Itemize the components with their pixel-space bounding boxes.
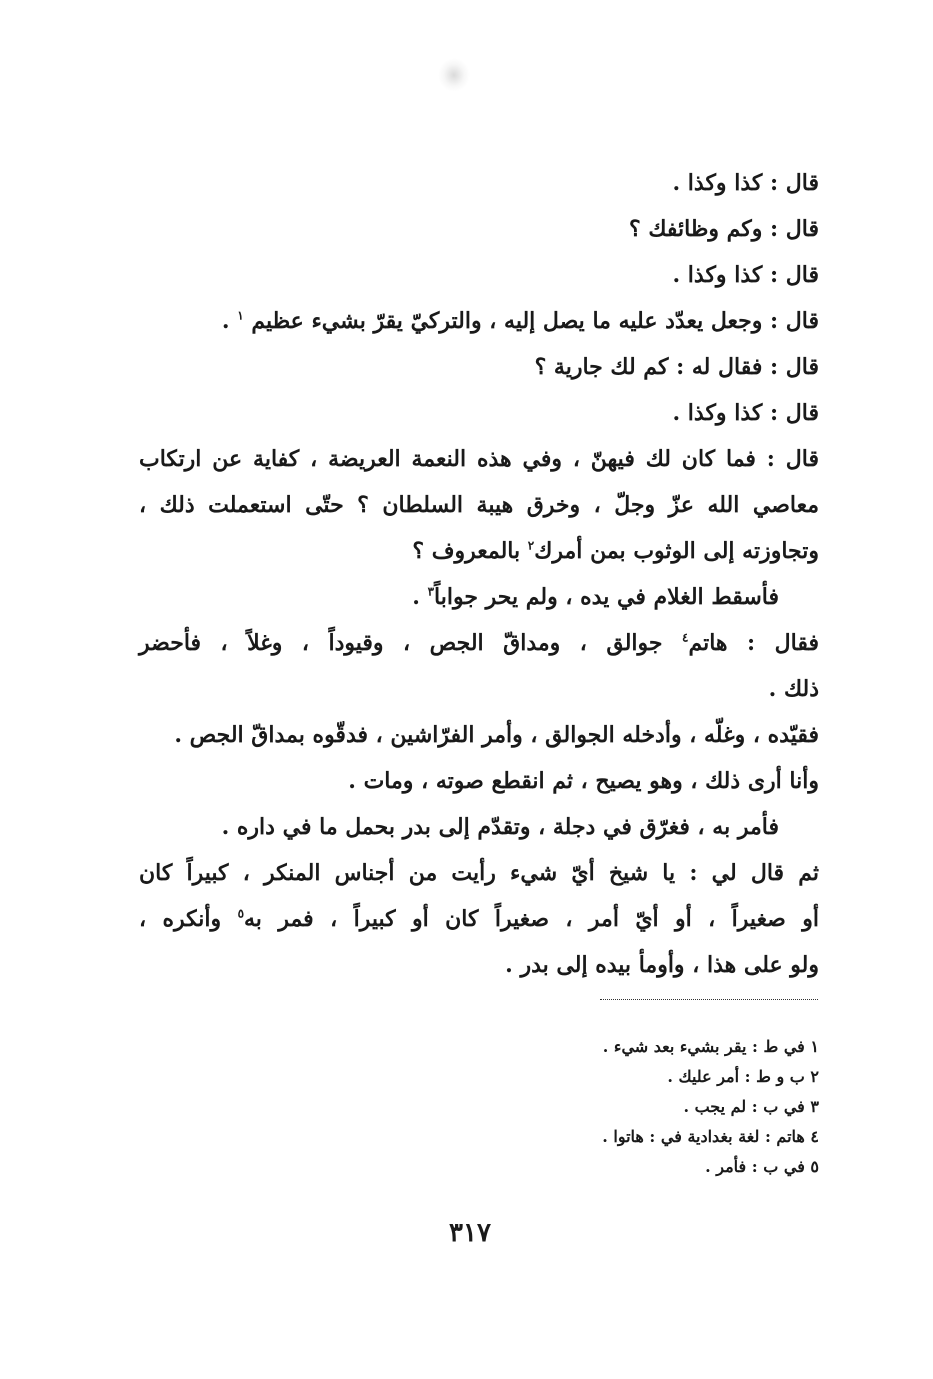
text-line: وتجاوزته إلى الوثوب بمن أمرك$^٢$ بالمعروف ؟ <box>412 538 819 564</box>
footnote: ٤ هاتم : لغة بغدادية في : هاتوا . <box>602 1127 819 1146</box>
text-line: ذلك . <box>768 676 819 702</box>
footnote: ٢ ب و ط : أمر عليك . <box>667 1067 819 1086</box>
footnote-ref: ٥ <box>237 906 245 921</box>
text-line: ولو على هذا ، وأومأ بيده إلى بدر . <box>505 952 819 978</box>
ink-smudge <box>438 58 470 92</box>
text-line: أو صغيراً ، أو أيّ أمر ، صغيراً كان أو كبيراً ، فمر به$^٥$ وأنكره ، <box>139 906 819 932</box>
text-line: فقيّده ، وغلّه ، وأدخله الجوالق ، وأمر الفرّاشين ، فدقّوه بمداقّ الجص . <box>174 722 819 748</box>
text-line: معاصي الله عزّ وجلّ ، وخرق هيبة السلطان ؟ حتّى استعملت ذلك ، <box>139 492 819 518</box>
footnote: ١ في ط : يقر بشيء بعد شيء . <box>602 1037 819 1056</box>
footnote-ref: ٤ <box>682 630 689 645</box>
main-text <box>139 160 819 988</box>
text-line: وأنا أرى ذلك ، وهو يصيح ، ثم انقطع صوته ، ومات . <box>348 768 819 794</box>
footnote-divider <box>600 999 818 1000</box>
footnote-ref: ١ <box>237 308 244 323</box>
text-line: قال : فقال له : كم لك جارية ؟ <box>534 354 819 380</box>
footnote-ref: ٣ <box>427 584 435 599</box>
text-line: قال : كذا وكذا . <box>672 400 819 426</box>
footnote: ٥ في ب : فأمر . <box>705 1157 819 1176</box>
footnote-ref: ٢ <box>527 538 535 553</box>
text-line: ثم قال لي : يا شيخ أيّ شيء رأيت من أجناس المنكر ، كبيراً كان <box>139 860 819 886</box>
page-number: ٣١٧ <box>449 1218 491 1248</box>
footnote: ٣ في ب : لم يجب . <box>683 1097 819 1116</box>
text-line: فأمر به ، فغرّق في دجلة ، وتقدّم إلى بدر بحمل ما في داره . <box>221 814 779 840</box>
text-line: فأسقط الغلام في يده ، ولم يحر جواباً$^٣$ . <box>412 584 779 610</box>
text-line: فقال : هاتم$^٤$ جوالق ، ومداقّ الجص ، وقيوداً ، وغلاً ، فأحضر <box>139 630 819 656</box>
text-line: قال : كذا وكذا . <box>672 170 819 196</box>
text-line: قال : كذا وكذا . <box>672 262 819 288</box>
text-line: قال : وكم وظائفك ؟ <box>628 216 819 242</box>
footnotes <box>419 1032 819 1182</box>
text-line: قال : وجعل يعدّد عليه ما يصل إليه ، والتركيّ يقرّ بشيء عظيم $^١$ . <box>221 308 819 334</box>
text-line: قال : فما كان لك فيهنّ ، وفي هذه النعمة العريضة ، كفاية عن ارتكاب <box>139 446 819 472</box>
